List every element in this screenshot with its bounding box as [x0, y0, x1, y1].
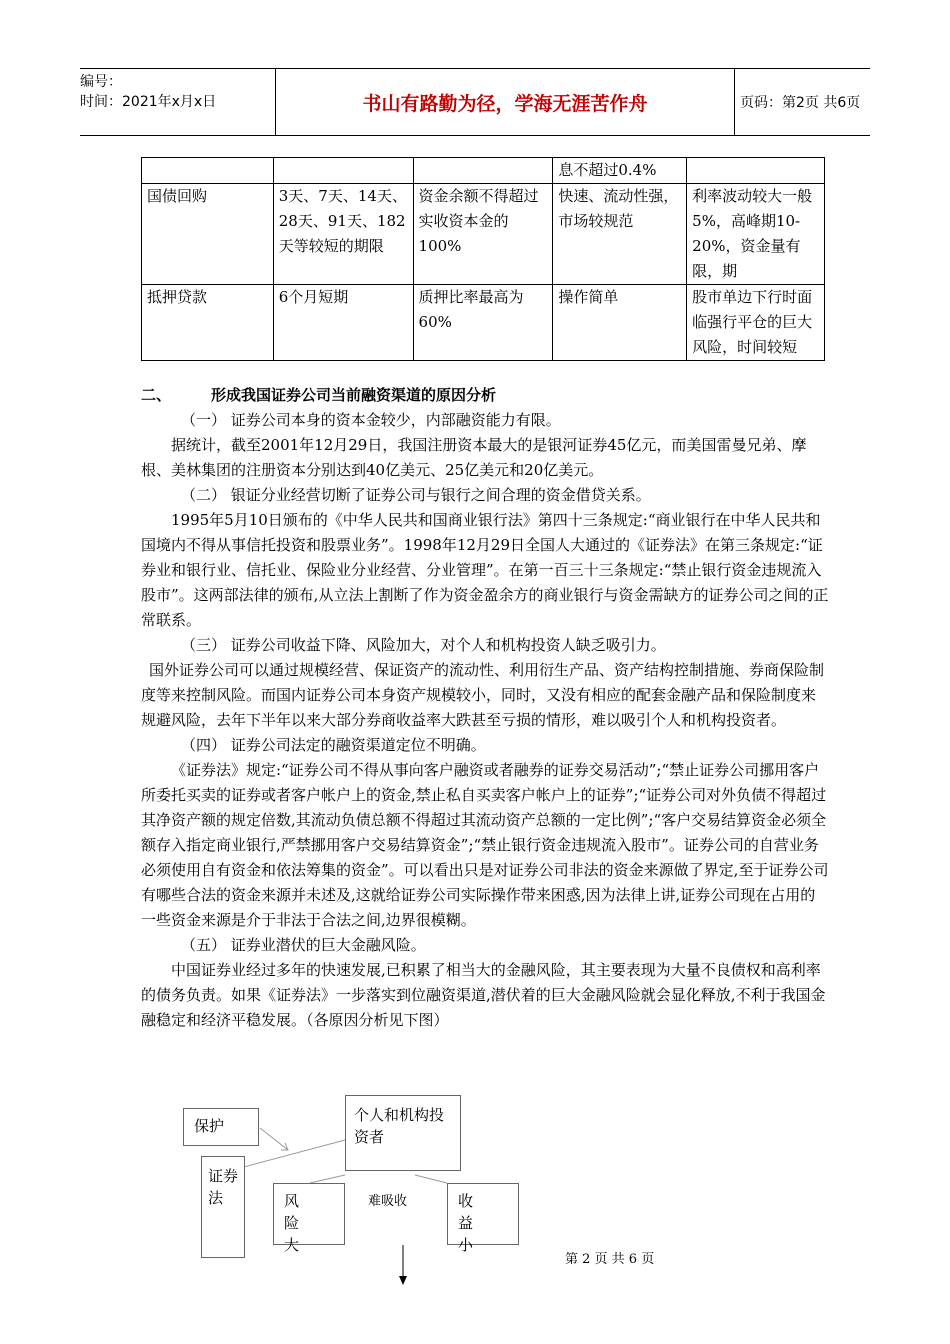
subheading-3: （三） 证券公司收益下降、风险加大，对个人和机构投资人缺乏吸引力。 [181, 636, 666, 654]
subheading-5: （五） 证券业潜伏的巨大金融风险。 [181, 936, 426, 954]
income-label: 收益小 [458, 1192, 492, 1254]
time-label: 时间：2021年x月x日 [80, 94, 217, 110]
header-motto: 书山有路勤为径，学海无涯苦作舟 [275, 69, 735, 135]
paragraph: 《证券法》规定:“证券公司不得从事向客户融资或者融券的证券交易活动”;“禁止证券公司挪用客户所委托买卖的证券或者客户帐户上的资金,禁止私自买卖客户帐户上的证券”;“证券公司对外负债不得超过其净资产额的规定倍数,其流动负债总额不得超过其流动资产总额的一定比例”;“客户交易结算资金必须全额存入指定商业银行,严禁挪用客户交易结算资金”;“禁止银行资金违规流入股市”。证券公司的自营业务必须使用自有资金和依法筹集的资金”。可以看出只是对证券公司非法的资金来源做了界定,至于证券公司有哪些合法的资金来源并未述及,这就给证券公司实际操作带来困惑,因为法律上讲,证券公司现在占用的一些资金来源是介于非法于合法之间,边界很模糊。 [141, 761, 829, 929]
table-cell: 抵押贷款 [142, 285, 274, 361]
table-cell: 3天、7天、14天、28天、91天、182天等较短的期限 [273, 184, 413, 285]
paragraph: 国外证券公司可以通过规模经营、保证资产的流动性、利用衍生产品、资产结构控制措施、券商保险制度等来控制风险。而国内证券公司本身资产规模较小，同时，又没有相应的配套金融产品和保险制度来规避风险，去年下半年以来大部分券商收益率大跌甚至亏损的情形，难以吸引个人和机构投资者。 [141, 661, 825, 729]
protect-label: 保护 [194, 1117, 225, 1135]
subheading-4: （四） 证券公司法定的融资渠道定位不明确。 [181, 736, 486, 754]
risk-label: 风险大 [284, 1192, 318, 1254]
page-footer: 第 2 页 共 6 页 [565, 1252, 655, 1267]
table-cell: 股市单边下行时面临强行平仓的巨大风险，时间较短 [687, 285, 825, 361]
protect-box [183, 1108, 259, 1146]
table-cell: 质押比率最高为60% [413, 285, 553, 361]
table-cell: 资金余额不得超过实收资本金的100% [413, 184, 553, 285]
table-cell: 快速、流动性强，市场较规范 [553, 184, 687, 285]
subheading-1: （一） 证券公司本身的资本金较少，内部融资能力有限。 [181, 411, 561, 429]
subheading-2: （二） 银证分业经营切断了证券公司与银行之间合理的资金借贷关系。 [181, 486, 651, 504]
table-cell: 利率波动较大一般5%，高峰期10-20%，资金量有限，期 [687, 184, 825, 285]
paragraph: 1995年5月10日颁布的《中华人民共和国商业银行法》第四十三条规定:“商业银行在中华人民共和国境内不得从事信托投资和股票业务”。1998年12月29日全国人大通过的《证券法》在第三条规定:“证券业和银行业、信托业、保险业分业经营、分业管理”。在第一百三十三条规定:“禁止银行资金违规流入股市”。这两部法律的颁布,从立法上割断了作为资金盈余方的商业银行与资金需缺方的证券公司之间的正常联系。 [141, 511, 829, 629]
paragraph: 中国证券业经过多年的快速发展,已积累了相当大的金融风险，其主要表现为大量不良债权和高利率的债务负责。如果《证券法》一步落实到位融资渠道,潜伏着的巨大金融风险就会显化释放,不利于我国金融稳定和经济平稳发展。（各原因分析见下图） [141, 961, 826, 1029]
risk-box [273, 1183, 345, 1254]
section-title: 形成我国证券公司当前融资渠道的原因分析 [211, 386, 497, 404]
paragraph: 据统计，截至2001年12月29日，我国注册资本最大的是银河证券45亿元，而美国雷曼兄弟、摩根、美林集团的注册资本分别达到40亿美元、25亿美元和20亿美元。 [141, 436, 807, 479]
table-cell: 国债回购 [142, 184, 274, 285]
section-number: 二、 [141, 386, 172, 404]
table-cell: 息不超过0.4% [553, 158, 687, 184]
investors-box [345, 1095, 461, 1171]
hard-absorb-label: 难吸收 [368, 1194, 408, 1209]
investors-label: 个人和机构投资者 [354, 1106, 445, 1146]
law-label: 证券法 [208, 1167, 239, 1207]
table-cell: 操作简单 [553, 285, 687, 361]
table-cell: 6个月短期 [273, 285, 413, 361]
number-label: 编号： [80, 74, 122, 90]
law-box [201, 1156, 245, 1258]
header-page-info: 页码：第2页 共6页 [740, 95, 861, 111]
income-box [447, 1183, 519, 1254]
